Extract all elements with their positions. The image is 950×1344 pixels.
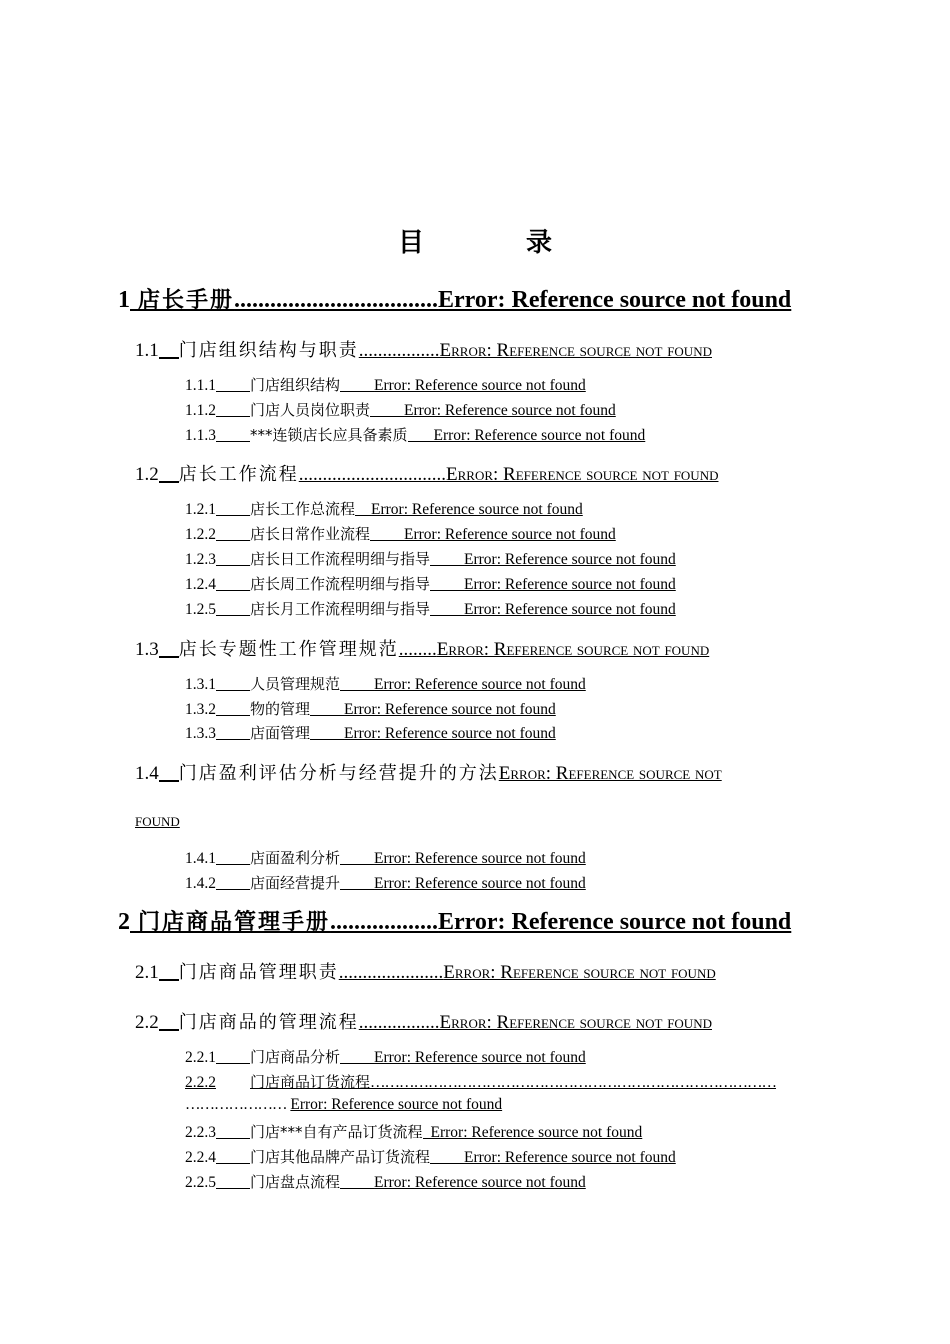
entry-gap — [216, 401, 250, 418]
entry-reference: Error: Reference source not found — [439, 340, 712, 361]
entry-label: 门店盈利评估分析与经营提升的方法 — [178, 763, 499, 784]
entry-gap — [340, 849, 374, 866]
entry-label: 店长专题性工作管理规范 — [178, 639, 399, 660]
entry-reference: Error: Reference source not found — [371, 501, 583, 518]
entry-reference: Error: Reference source not found — [374, 1174, 586, 1191]
toc-entry-1[interactable] — [118, 283, 791, 314]
toc-entry-2-2-1[interactable] — [185, 1046, 586, 1067]
entry-gap — [159, 1010, 179, 1031]
entry-gap — [340, 1173, 374, 1190]
entry-number: 1 — [118, 287, 130, 313]
entry-gap — [216, 600, 250, 617]
entry-gap — [130, 285, 138, 311]
entry-number: 1.1.2 — [185, 402, 216, 419]
entry-gap — [216, 849, 250, 866]
toc-entry-1-4-2[interactable] — [185, 872, 586, 893]
entry-gap — [310, 724, 344, 741]
entry-label: 人员管理规范 — [250, 675, 341, 693]
toc-entry-1-1[interactable] — [135, 336, 712, 362]
entry-reference: Error: Reference source not found — [433, 427, 646, 444]
entry-reference: Error: Reference source not found — [374, 1049, 586, 1066]
entry-gap — [340, 376, 374, 393]
entry-gap — [216, 525, 250, 542]
entry-reference: Error: Reference source not found — [464, 551, 676, 568]
entry-gap — [159, 338, 179, 359]
entry-number: 1.2.3 — [185, 551, 216, 568]
entry-number: 1.4.2 — [185, 875, 216, 892]
dot-leader-continued: ………………… — [185, 1096, 287, 1113]
entry-reference: Error: Reference source not — [498, 763, 722, 784]
entry-reference-continued: found — [135, 810, 180, 831]
entry-gap — [216, 500, 250, 517]
entry-number: 1.3.2 — [185, 701, 216, 718]
entry-label: 店长月工作流程明细与指导 — [250, 600, 431, 618]
entry-number: 1.2 — [135, 464, 159, 485]
toc-entry-1-2[interactable] — [135, 460, 718, 486]
entry-gap — [370, 401, 404, 418]
toc-entry-2-2-4[interactable] — [185, 1146, 676, 1167]
entry-number: 1.2.2 — [185, 526, 216, 543]
entry-gap — [310, 700, 344, 717]
entry-reference: Error: Reference source not found — [438, 287, 792, 313]
entry-number: 2.2.1 — [185, 1049, 216, 1066]
toc-entry-1-3[interactable] — [135, 635, 709, 661]
dot-leader: .................. — [330, 909, 439, 935]
entry-label: 门店商品管理手册 — [138, 910, 331, 935]
entry-reference: Error: Reference source not found — [344, 701, 556, 718]
entry-reference: Error: Reference source not found — [290, 1096, 503, 1113]
entry-label: 店长工作总流程 — [250, 500, 356, 518]
entry-reference: Error: Reference source not found — [446, 464, 719, 485]
entry-gap — [159, 637, 179, 658]
entry-number: 1.4.1 — [185, 850, 216, 867]
entry-reference: Error: Reference source not found — [430, 1124, 643, 1141]
entry-label: 物的管理 — [250, 700, 311, 718]
entry-number: 2 — [118, 909, 130, 935]
dot-leader: ................. — [358, 1012, 440, 1033]
entry-reference: Error: Reference source not found — [439, 1012, 712, 1033]
entry-gap — [216, 1123, 250, 1140]
entry-label: 门店人员岗位职责 — [250, 401, 371, 419]
entry-label: 门店组织结构与职责 — [178, 340, 359, 361]
dot-leader: ...................... — [338, 962, 444, 983]
entry-gap — [216, 376, 250, 393]
entry-label: 店长日工作流程明细与指导 — [250, 550, 431, 568]
entry-reference: Error: Reference source not found — [374, 676, 586, 693]
entry-gap — [159, 462, 179, 483]
entry-number: 1.1.1 — [185, 377, 216, 394]
entry-number: 1.2.5 — [185, 601, 216, 618]
entry-gap — [216, 724, 250, 741]
entry-label: 门店商品的管理流程 — [178, 1012, 359, 1033]
entry-reference: Error: Reference source not found — [404, 526, 616, 543]
entry-reference: Error: Reference source not found — [464, 601, 676, 618]
entry-number: 1.3 — [135, 639, 159, 660]
entry-label: 门店其他品牌产品订货流程 — [250, 1148, 431, 1166]
entry-number: 1.1.3 — [185, 427, 216, 444]
toc-entry-1-2-3[interactable] — [185, 548, 676, 569]
entry-reference: Error: Reference source not found — [344, 725, 556, 742]
dot-leader: ............................... — [298, 464, 446, 485]
dot-leader: ........ — [398, 639, 437, 660]
entry-number: 2.2.5 — [185, 1174, 216, 1191]
entry-gap — [340, 874, 374, 891]
entry-gap — [216, 426, 250, 443]
entry-gap — [423, 1123, 431, 1140]
toc-entry-1-3-2[interactable] — [185, 698, 556, 719]
toc-entry-1-3-3[interactable] — [185, 722, 556, 743]
toc-entry-1-1-2[interactable] — [185, 399, 616, 420]
entry-label: 门店商品分析 — [250, 1048, 341, 1066]
toc-entry-2[interactable] — [118, 905, 791, 936]
toc-entry-1-2-4[interactable] — [185, 573, 676, 594]
entry-number: 1.3.1 — [185, 676, 216, 693]
toc-entry-1-4-1[interactable] — [185, 847, 586, 868]
entry-reference: Error: Reference source not found — [464, 576, 676, 593]
entry-gap — [370, 525, 404, 542]
entry-gap — [216, 874, 250, 891]
entry-gap — [340, 1048, 374, 1065]
entry-reference: Error: Reference source not found — [374, 850, 586, 867]
entry-gap — [430, 550, 464, 567]
entry-label: 门店***自有产品订货流程 — [250, 1123, 423, 1141]
entry-gap — [159, 960, 179, 981]
entry-label: 店长日常作业流程 — [250, 525, 371, 543]
dot-leader: .................................. — [234, 287, 439, 313]
entry-gap — [216, 1148, 250, 1165]
entry-gap — [216, 675, 250, 692]
entry-number: 1.2.4 — [185, 576, 216, 593]
toc-title: 目 录 — [397, 228, 590, 258]
toc-entry-2-2[interactable] — [135, 1008, 712, 1034]
entry-gap — [216, 1173, 250, 1190]
toc-entry-1-4-continued[interactable] — [135, 810, 180, 832]
toc-entry-2-2-2-continued[interactable] — [185, 1096, 502, 1114]
entry-gap — [340, 675, 374, 692]
toc-entry-1-3-1[interactable] — [185, 673, 586, 694]
entry-number: 1.4 — [135, 763, 159, 784]
entry-reference: Error: Reference source not found — [443, 962, 716, 983]
entry-number: 2.2.3 — [185, 1124, 216, 1141]
entry-label: 店面管理 — [250, 724, 311, 742]
entry-gap — [216, 575, 250, 592]
dot-leader: ................. — [358, 340, 440, 361]
toc-entry-2-2-5[interactable] — [185, 1171, 586, 1192]
entry-gap — [216, 550, 250, 567]
entry-number: 1.3.3 — [185, 725, 216, 742]
entry-gap — [408, 426, 434, 443]
entry-gap — [216, 1048, 250, 1065]
entry-gap — [430, 1148, 464, 1165]
entry-label: 门店商品订货流程 — [250, 1073, 371, 1091]
entry-gap — [159, 761, 179, 782]
entry-label: 门店盘点流程 — [250, 1173, 341, 1191]
entry-number: 2.2.2 — [185, 1074, 216, 1091]
entry-reference: Error: Reference source not found — [436, 639, 710, 660]
toc-entry-1-1-3[interactable] — [185, 424, 645, 445]
entry-gap — [130, 907, 138, 933]
entry-number: 2.1 — [135, 962, 159, 983]
entry-gap — [430, 575, 464, 592]
toc-entry-2-2-3[interactable] — [185, 1121, 642, 1142]
entry-number: 1.2.1 — [185, 501, 216, 518]
toc-entry-1-2-2[interactable] — [185, 523, 616, 544]
entry-label: 店长手册 — [138, 288, 235, 313]
entry-gap — [216, 700, 250, 717]
entry-label: ***连锁店长应具备素质 — [250, 426, 408, 444]
entry-number: 2.2 — [135, 1012, 159, 1033]
toc-entry-2-1[interactable] — [135, 958, 716, 984]
entry-label: 店面盈利分析 — [250, 849, 341, 867]
entry-reference: Error: Reference source not found — [438, 909, 792, 935]
dot-leader: ………………………………………………………………………… — [370, 1074, 777, 1091]
toc-entry-1-4[interactable] — [135, 759, 722, 785]
entry-label: 门店组织结构 — [250, 376, 341, 394]
entry-reference: Error: Reference source not found — [404, 402, 616, 419]
toc-entry-1-1-1[interactable] — [185, 374, 586, 395]
entry-gap — [430, 600, 464, 617]
toc-entry-2-2-2[interactable] — [185, 1071, 841, 1092]
entry-reference: Error: Reference source not found — [374, 875, 586, 892]
entry-label: 店面经营提升 — [250, 874, 341, 892]
entry-number: 1.1 — [135, 340, 159, 361]
entry-reference: Error: Reference source not found — [374, 377, 586, 394]
entry-reference: Error: Reference source not found — [464, 1149, 676, 1166]
entry-label: 门店商品管理职责 — [178, 962, 339, 983]
toc-entry-1-2-5[interactable] — [185, 598, 676, 619]
entry-label: 店长周工作流程明细与指导 — [250, 575, 431, 593]
entry-label: 店长工作流程 — [178, 464, 299, 485]
toc-entry-1-2-1[interactable] — [185, 498, 583, 519]
entry-number: 2.2.4 — [185, 1149, 216, 1166]
entry-gap — [355, 500, 371, 517]
